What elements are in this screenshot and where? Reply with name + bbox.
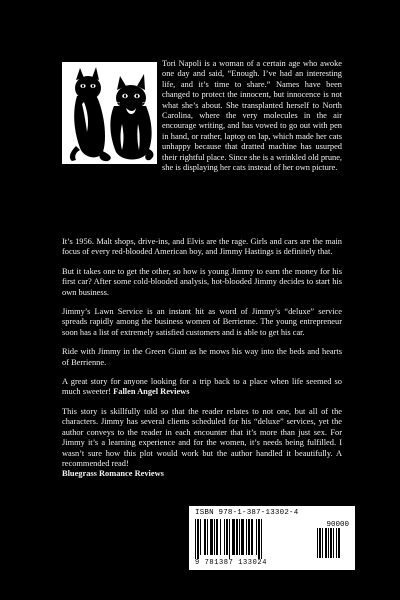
- author-photo-cats: [62, 62, 157, 164]
- barcode-digits: 9 781387 133024: [195, 559, 268, 567]
- blurb-paragraph: Ride with Jimmy in the Green Giant as he mows his way into the beds and hearts of Berrienne.: [62, 347, 342, 367]
- author-bio: Tori Napoli is a woman of a certain age who awoke one day and said, “Enough. I’ve had an interesting life, and it’s time to share.” Names have been changed to protect the innocent, but innocence is not what she’s about. She transplanted herself to North Carolina, where the very molecules in the air encourage writing, and has vowed to go out with pen in hand, or rather, laptop on lap, which made her cats unhappy because that dratted machine has usurped their rightful place. Since she is a wrinkled old prune, she is displaying her cats instead of her own picture.: [162, 59, 342, 173]
- price-barcode-icon: [317, 528, 349, 558]
- review-source: Bluegrass Romance Reviews: [62, 469, 164, 479]
- review: [62, 377, 342, 398]
- review-source: Fallen Angel Reviews: [113, 387, 190, 397]
- barcode-bars-icon: [195, 519, 315, 559]
- isbn-barcode: [189, 506, 355, 570]
- review-quote: This story is skillfully told so that the reader relates to not one, but all of the characters. Jimmy has several clients scheduled for his “deluxe” services, yet the author conveys to the reader in each encounter that it’s more than just sex. For Jimmy it’s a learning experience and for the women, it’s needs being fulfilled. I wasn’t sure how this plot would work but the author handled it beautifully. A recommended read!: [62, 406, 342, 468]
- blurb: [62, 237, 342, 489]
- blurb-paragraph: Jimmy’s Lawn Service is an instant hit as word of Jimmy’s “deluxe” service spreads rapidly among the business women of Berrienne. The young entrepreneur soon has a list of extremely satisfied customers and is able to get his car.: [62, 307, 342, 337]
- isbn-label: ISBN 978-1-387-13302-4: [195, 509, 299, 517]
- blurb-paragraph: But it takes one to get the other, so how is young Jimmy to earn the money for his first car? After some cold-blooded analysis, hot-blooded Jimmy decides to start his own business.: [62, 266, 342, 297]
- review: [62, 407, 342, 480]
- two-cats-icon: [62, 62, 157, 164]
- price-code: 90000: [326, 521, 349, 529]
- review-quote: A great story for anyone looking for a trip back to a place when life seemed so much sweeter!: [62, 377, 342, 397]
- blurb-paragraph: It’s 1956. Malt shops, drive-ins, and Elvis are the rage. Girls and cars are the main focus of every red-blooded American boy, and Jimmy Hastings is definitely that.: [62, 237, 342, 257]
